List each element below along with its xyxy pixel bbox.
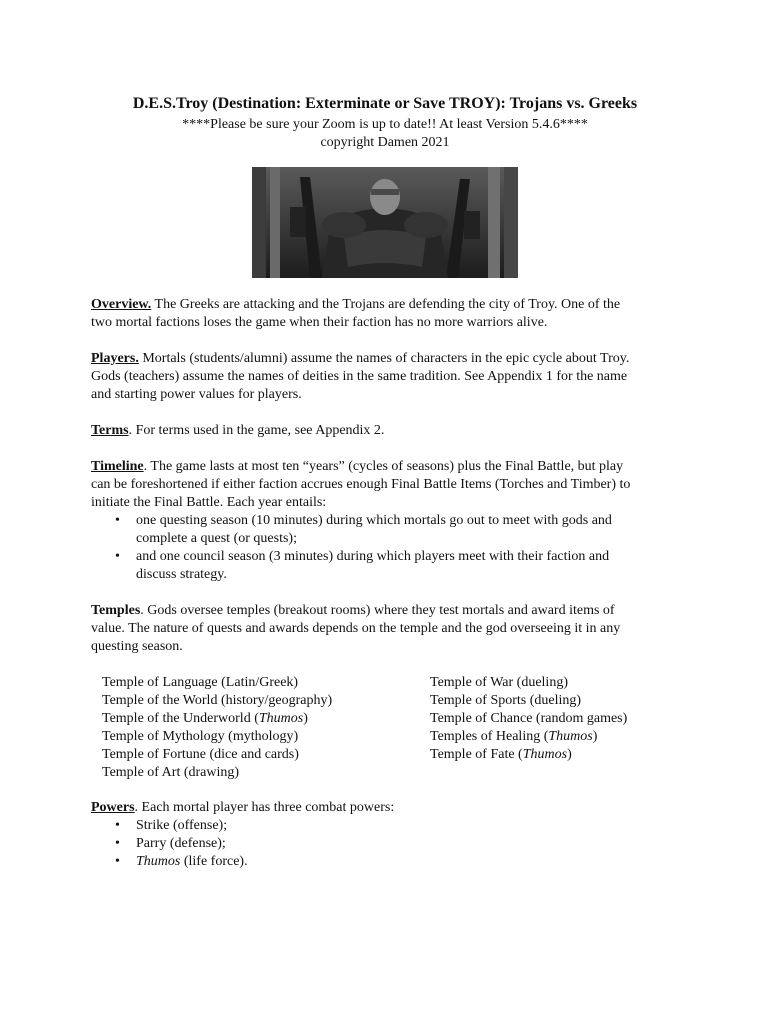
- temples-left-column: [102, 674, 332, 782]
- list-item: Temple of Mythology (mythology): [102, 729, 299, 744]
- overview-heading: Overview.: [91, 297, 152, 312]
- temples-right-column: [430, 674, 627, 764]
- temples-section: [91, 602, 691, 656]
- temples-text-3: questing season.: [91, 639, 183, 654]
- warrior-photo: [252, 167, 518, 278]
- terms-text: . For terms used in the game, see Appendix 2.: [128, 423, 385, 438]
- list-item: Temple of the Underworld (Thumos): [102, 711, 308, 726]
- terms-heading: Terms: [91, 423, 129, 438]
- temples-text-2: value. The nature of quests and awards depends on the temple and the god overseeing it in any: [91, 621, 621, 636]
- overview-text-2: two mortal factions loses the game when their faction has no more warriors alive.: [91, 315, 548, 330]
- list-item: Temple of Fate (Thumos): [430, 747, 572, 762]
- players-text-2: Gods (teachers) assume the names of deities in the same tradition. See Appendix 1 for the name: [91, 369, 628, 384]
- timeline-heading: Timeline: [91, 459, 144, 474]
- list-item: Temple of Fortune (dice and cards): [102, 747, 299, 762]
- players-section: [91, 350, 691, 404]
- document-title: D.E.S.Troy (Destination: Exterminate or Save TROY): Trojans vs. Greeks: [132, 95, 638, 112]
- temples-text: . Gods oversee temples (breakout rooms) where they test mortals and award items of: [140, 603, 615, 618]
- temples-heading: Temples: [91, 603, 141, 618]
- timeline-text: . The game lasts at most ten “years” (cycles of seasons) plus the Final Battle, but play: [143, 459, 624, 474]
- overview-text: The Greeks are attacking and the Trojans are defending the city of Troy. One of the: [151, 297, 621, 312]
- copyright-line: copyright Damen 2021: [320, 135, 450, 150]
- list-item: • Thumos (life force).: [91, 853, 691, 871]
- zoom-version-notice: ****Please be sure your Zoom is up to date!! At least Version 5.4.6****: [182, 117, 588, 132]
- timeline-text-3: initiate the Final Battle. Each year entails:: [91, 495, 327, 510]
- list-item: • and one council season (3 minutes) during which players meet with their faction and discuss strategy.: [91, 548, 691, 584]
- warrior-photo-image: [252, 167, 518, 278]
- list-item: Temple of Sports (dueling): [430, 693, 582, 708]
- list-item: Temple of Art (drawing): [102, 765, 240, 780]
- powers-section: [91, 799, 691, 817]
- powers-text: . Each mortal player has three combat powers:: [134, 800, 395, 815]
- powers-bullets: [91, 817, 691, 871]
- list-item: Temple of Language (Latin/Greek): [102, 675, 299, 690]
- players-text-3: and starting power values for players.: [91, 387, 302, 402]
- players-heading: Players.: [91, 351, 139, 366]
- list-item: • one questing season (10 minutes) during which mortals go out to meet with gods and complete a quest (or quests);: [91, 512, 691, 548]
- list-item: Temple of War (dueling): [430, 675, 568, 690]
- terms-section: [91, 422, 691, 440]
- powers-heading: Powers: [91, 800, 135, 815]
- timeline-text-2: can be foreshortened if either faction accrues enough Final Battle Items (Torches and Timber) to: [91, 477, 631, 492]
- list-item: Temple of Chance (random games): [430, 711, 628, 726]
- list-item: Temples of Healing (Thumos): [430, 729, 598, 744]
- timeline-section: [91, 458, 691, 512]
- list-item: Temple of the World (history/geography): [102, 693, 333, 708]
- list-item: • Parry (defense);: [91, 835, 691, 853]
- list-item: • Strike (offense);: [91, 817, 691, 835]
- overview-section: [91, 296, 691, 332]
- timeline-bullets: [91, 512, 691, 584]
- players-text: Mortals (students/alumni) assume the names of characters in the epic cycle about Troy.: [138, 351, 630, 366]
